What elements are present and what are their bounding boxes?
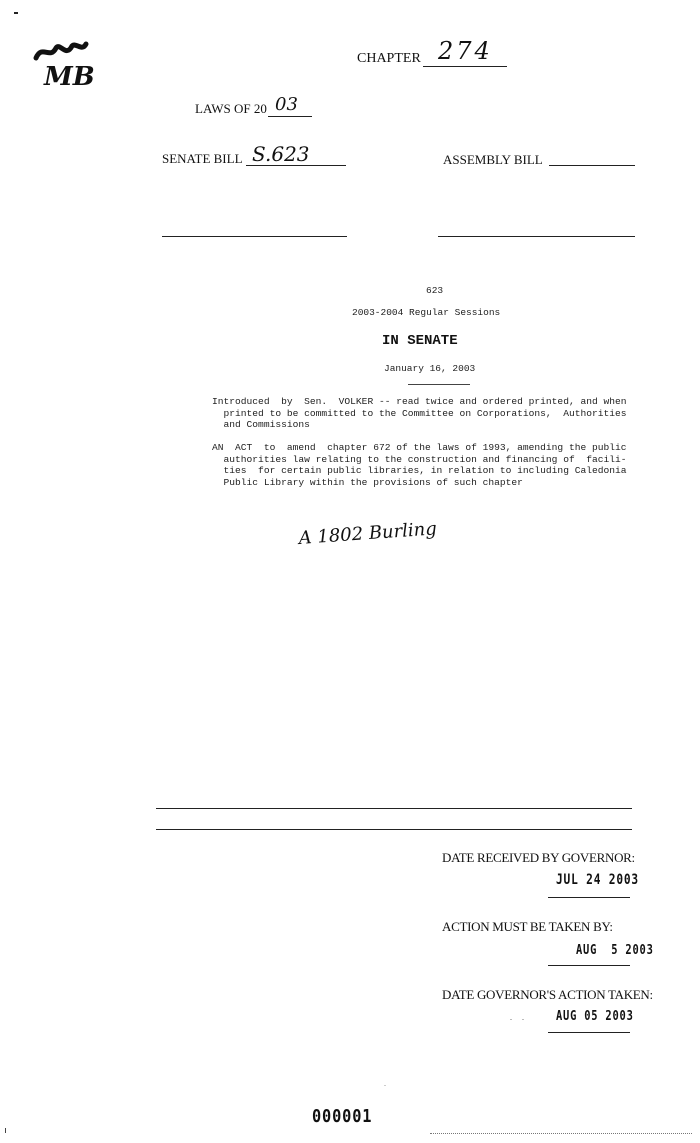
act-line: ties for certain public libraries, in relation to including Caledonia [212, 465, 627, 476]
laws-label: LAWS OF 20 [195, 101, 267, 116]
scan-speck [384, 1085, 386, 1086]
scribble-mark-icon [30, 40, 90, 64]
action-by-stamp: AUG 5 2003 [576, 943, 654, 958]
act-line: authorities law relating to the construction and financing of facili- [212, 453, 627, 465]
chamber-heading: IN SENATE [382, 333, 458, 349]
date-received-underline [548, 897, 630, 898]
action-taken-stamp: AUG 05 2003 [556, 1009, 634, 1024]
introduction-line: and Commissions [212, 419, 310, 430]
senate-bill-label: SENATE BILL [162, 151, 243, 166]
separator-line-2 [156, 829, 632, 830]
separator-line-1 [156, 808, 632, 809]
chapter-value: 274 [438, 37, 493, 65]
bill-date: January 16, 2003 [384, 363, 476, 374]
date-received-stamp: JUL 24 2003 [556, 872, 639, 888]
date-received-label: DATE RECEIVED BY GOVERNOR: [442, 850, 635, 865]
corner-mark [14, 12, 18, 14]
scan-speck [510, 1019, 512, 1020]
introduction-paragraph [212, 396, 627, 431]
introduction-line: printed to be committed to the Committee on Corporations, Authorities [212, 407, 627, 419]
senate-bill-value: S.623 [252, 142, 310, 166]
page-number: 000001 [312, 1106, 373, 1127]
handwritten-initials [28, 40, 95, 100]
action-taken-underline [548, 1032, 630, 1033]
heading-separator [408, 384, 470, 385]
initials-text: MB [44, 62, 95, 92]
introduction-line: Introduced by Sen. VOLKER -- read twice and ordered printed, and when [212, 396, 627, 407]
footer-dotted-line [430, 1133, 692, 1134]
act-line: Public Library within the provisions of such chapter [212, 476, 523, 488]
assembly-bill-label: ASSEMBLY BILL [443, 152, 543, 167]
handwritten-note: A 1802 Burling [298, 518, 438, 549]
scan-speck [522, 1019, 524, 1020]
senate-bill-underline [246, 165, 346, 166]
laws-underline [268, 116, 312, 117]
corner-mark-bottom [5, 1128, 10, 1133]
action-by-underline [548, 965, 630, 966]
bill-number: 623 [426, 285, 444, 296]
chapter-label: CHAPTER [357, 51, 421, 66]
laws-value: 03 [275, 94, 298, 115]
assembly-bill-underline [549, 165, 635, 166]
blank-line-right [438, 236, 635, 237]
action-taken-label: DATE GOVERNOR'S ACTION TAKEN: [442, 987, 653, 1002]
blank-line-left [162, 236, 347, 237]
act-paragraph [212, 442, 627, 488]
action-by-label: ACTION MUST BE TAKEN BY: [442, 919, 613, 934]
act-line: AN ACT to amend chapter 672 of the laws of 1993, amending the public [212, 442, 627, 453]
chapter-underline [423, 66, 507, 67]
sessions-line: 2003-2004 Regular Sessions [352, 307, 501, 318]
